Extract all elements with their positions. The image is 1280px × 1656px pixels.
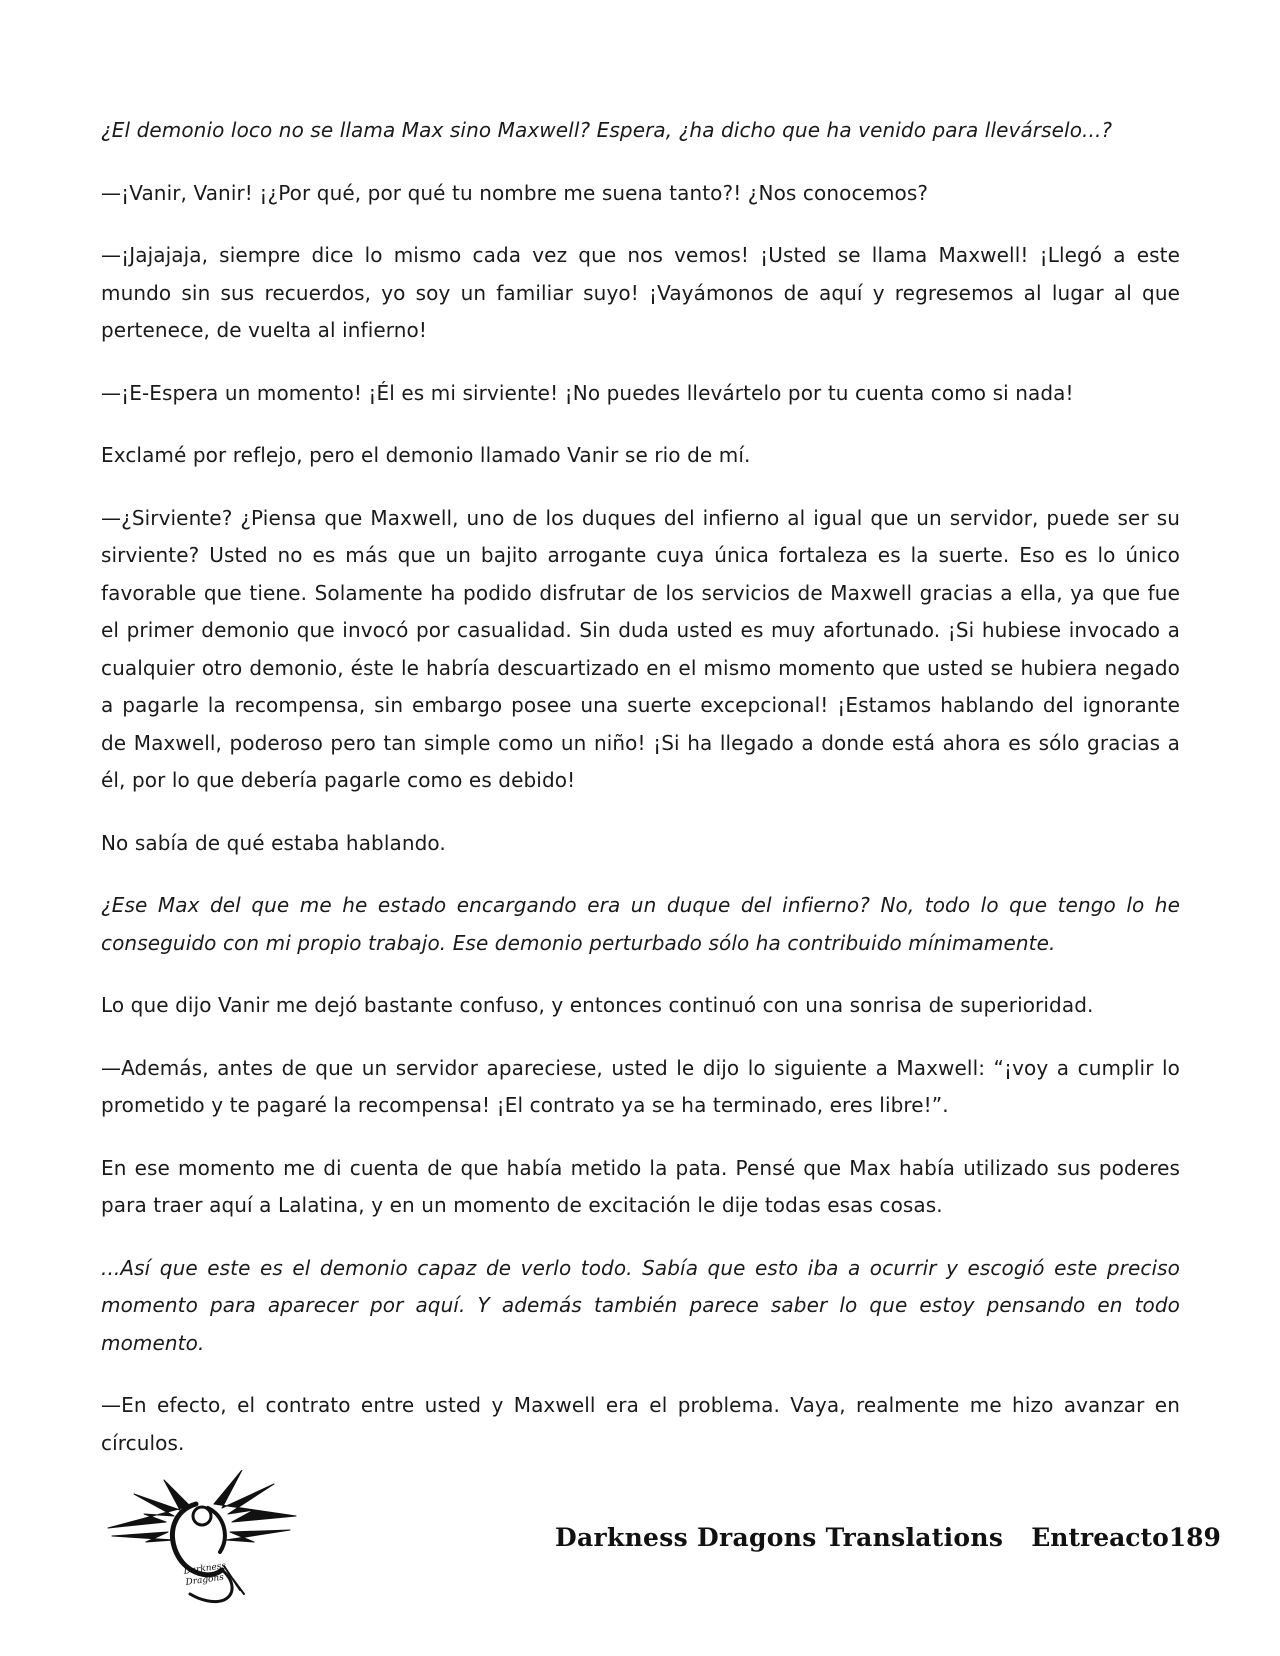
- paragraph: No sabía de qué estaba hablando.: [101, 830, 446, 855]
- paragraph: —¡E-Espera un momento! ¡Él es mi sirviente! ¡No puedes llevártelo por tu cuenta como si nada!: [101, 380, 1074, 405]
- svg-text:Dragons: Dragons: [185, 1572, 225, 1588]
- paragraph: —En efecto, el contrato entre usted y Maxwell era el problema. Vaya, realmente me hizo avanzar en círculos.: [101, 1393, 1180, 1455]
- dragon-emblem-icon: [104, 1470, 300, 1606]
- svg-text:Darkness: Darkness: [183, 1561, 227, 1577]
- paragraph: —¡Jajajaja, siempre dice lo mismo cada vez que nos vemos! ¡Usted se llama Maxwell! ¡Llegó a este mundo sin sus recuerdos, yo soy un familiar suyo! ¡Vayámonos de aquí y regresemos al lugar al que pertenece, de vuelta al infierno!: [101, 243, 1180, 342]
- paragraph: En ese momento me di cuenta de que había metido la pata. Pensé que Max había utilizado sus poderes para traer aquí a Lalatina, y en un momento de excitación le dije todas esas cosas.: [101, 1155, 1180, 1217]
- page-body-text: [101, 112, 1180, 1487]
- paragraph: —¿Sirviente? ¿Piensa que Maxwell, uno de los duques del infierno al igual que un servidor, puede ser su sirviente? Usted no es más que un bajito arrogante cuya única fortaleza es la suerte. Eso es lo único favorable que tiene. Solamente ha podido disfrutar de los servicios de Maxwell gracias a ella, ya que fue el primer demonio que invocó por casualidad. Sin duda usted es muy afortunado. ¡Si hubiese invocado a cualquier otro demonio, éste le habría descuartizado en el mismo momento que usted se hubiera negado a pagarle la recompensa, sin embargo posee una suerte excepcional! ¡Estamos hablando del ignorante de Maxwell, poderoso pero tan simple como un niño! ¡Si ha llegado a donde está ahora es sólo gracias a él, por lo que debería pagarle como es debido!: [101, 505, 1180, 792]
- paragraph: —¡Vanir, Vanir! ¡¿Por qué, por qué tu nombre me suena tanto?! ¿Nos conocemos?: [101, 180, 929, 205]
- paragraph: Lo que dijo Vanir me dejó bastante confuso, y entonces continuó con una sonrisa de superioridad.: [101, 993, 1094, 1017]
- site-name: Darkness Dragons Translations: [555, 1522, 1004, 1552]
- page-number: 189: [1168, 1522, 1221, 1552]
- paragraph: ¿El demonio loco no se llama Max sino Maxwell? Espera, ¿ha dicho que ha venido para llevárselo...?: [101, 118, 1113, 142]
- paragraph: —Además, antes de que un servidor apareciese, usted le dijo lo siguiente a Maxwell: “¡voy a cumplir lo prometido y te pagaré la recompensa! ¡El contrato ya se ha terminado, eres libre!”.: [101, 1055, 1180, 1117]
- paragraph: ...Así que este es el demonio capaz de verlo todo. Sabía que esto iba a ocurrir y escogió este preciso momento para aparecer por aquí. Y además también parece saber lo que estoy pensando en todo momento.: [101, 1255, 1180, 1355]
- paragraph: ¿Ese Max del que me he estado encargando era un duque del infierno? No, todo lo que tengo lo he conseguido con mi propio trabajo. Ese demonio perturbado sólo ha contribuido mínimamente.: [101, 893, 1180, 955]
- chapter-name: Entreacto: [1031, 1522, 1169, 1552]
- footer-running-title: [555, 1520, 1221, 1554]
- paragraph: Exclamé por reflejo, pero el demonio llamado Vanir se rio de mí.: [101, 443, 751, 467]
